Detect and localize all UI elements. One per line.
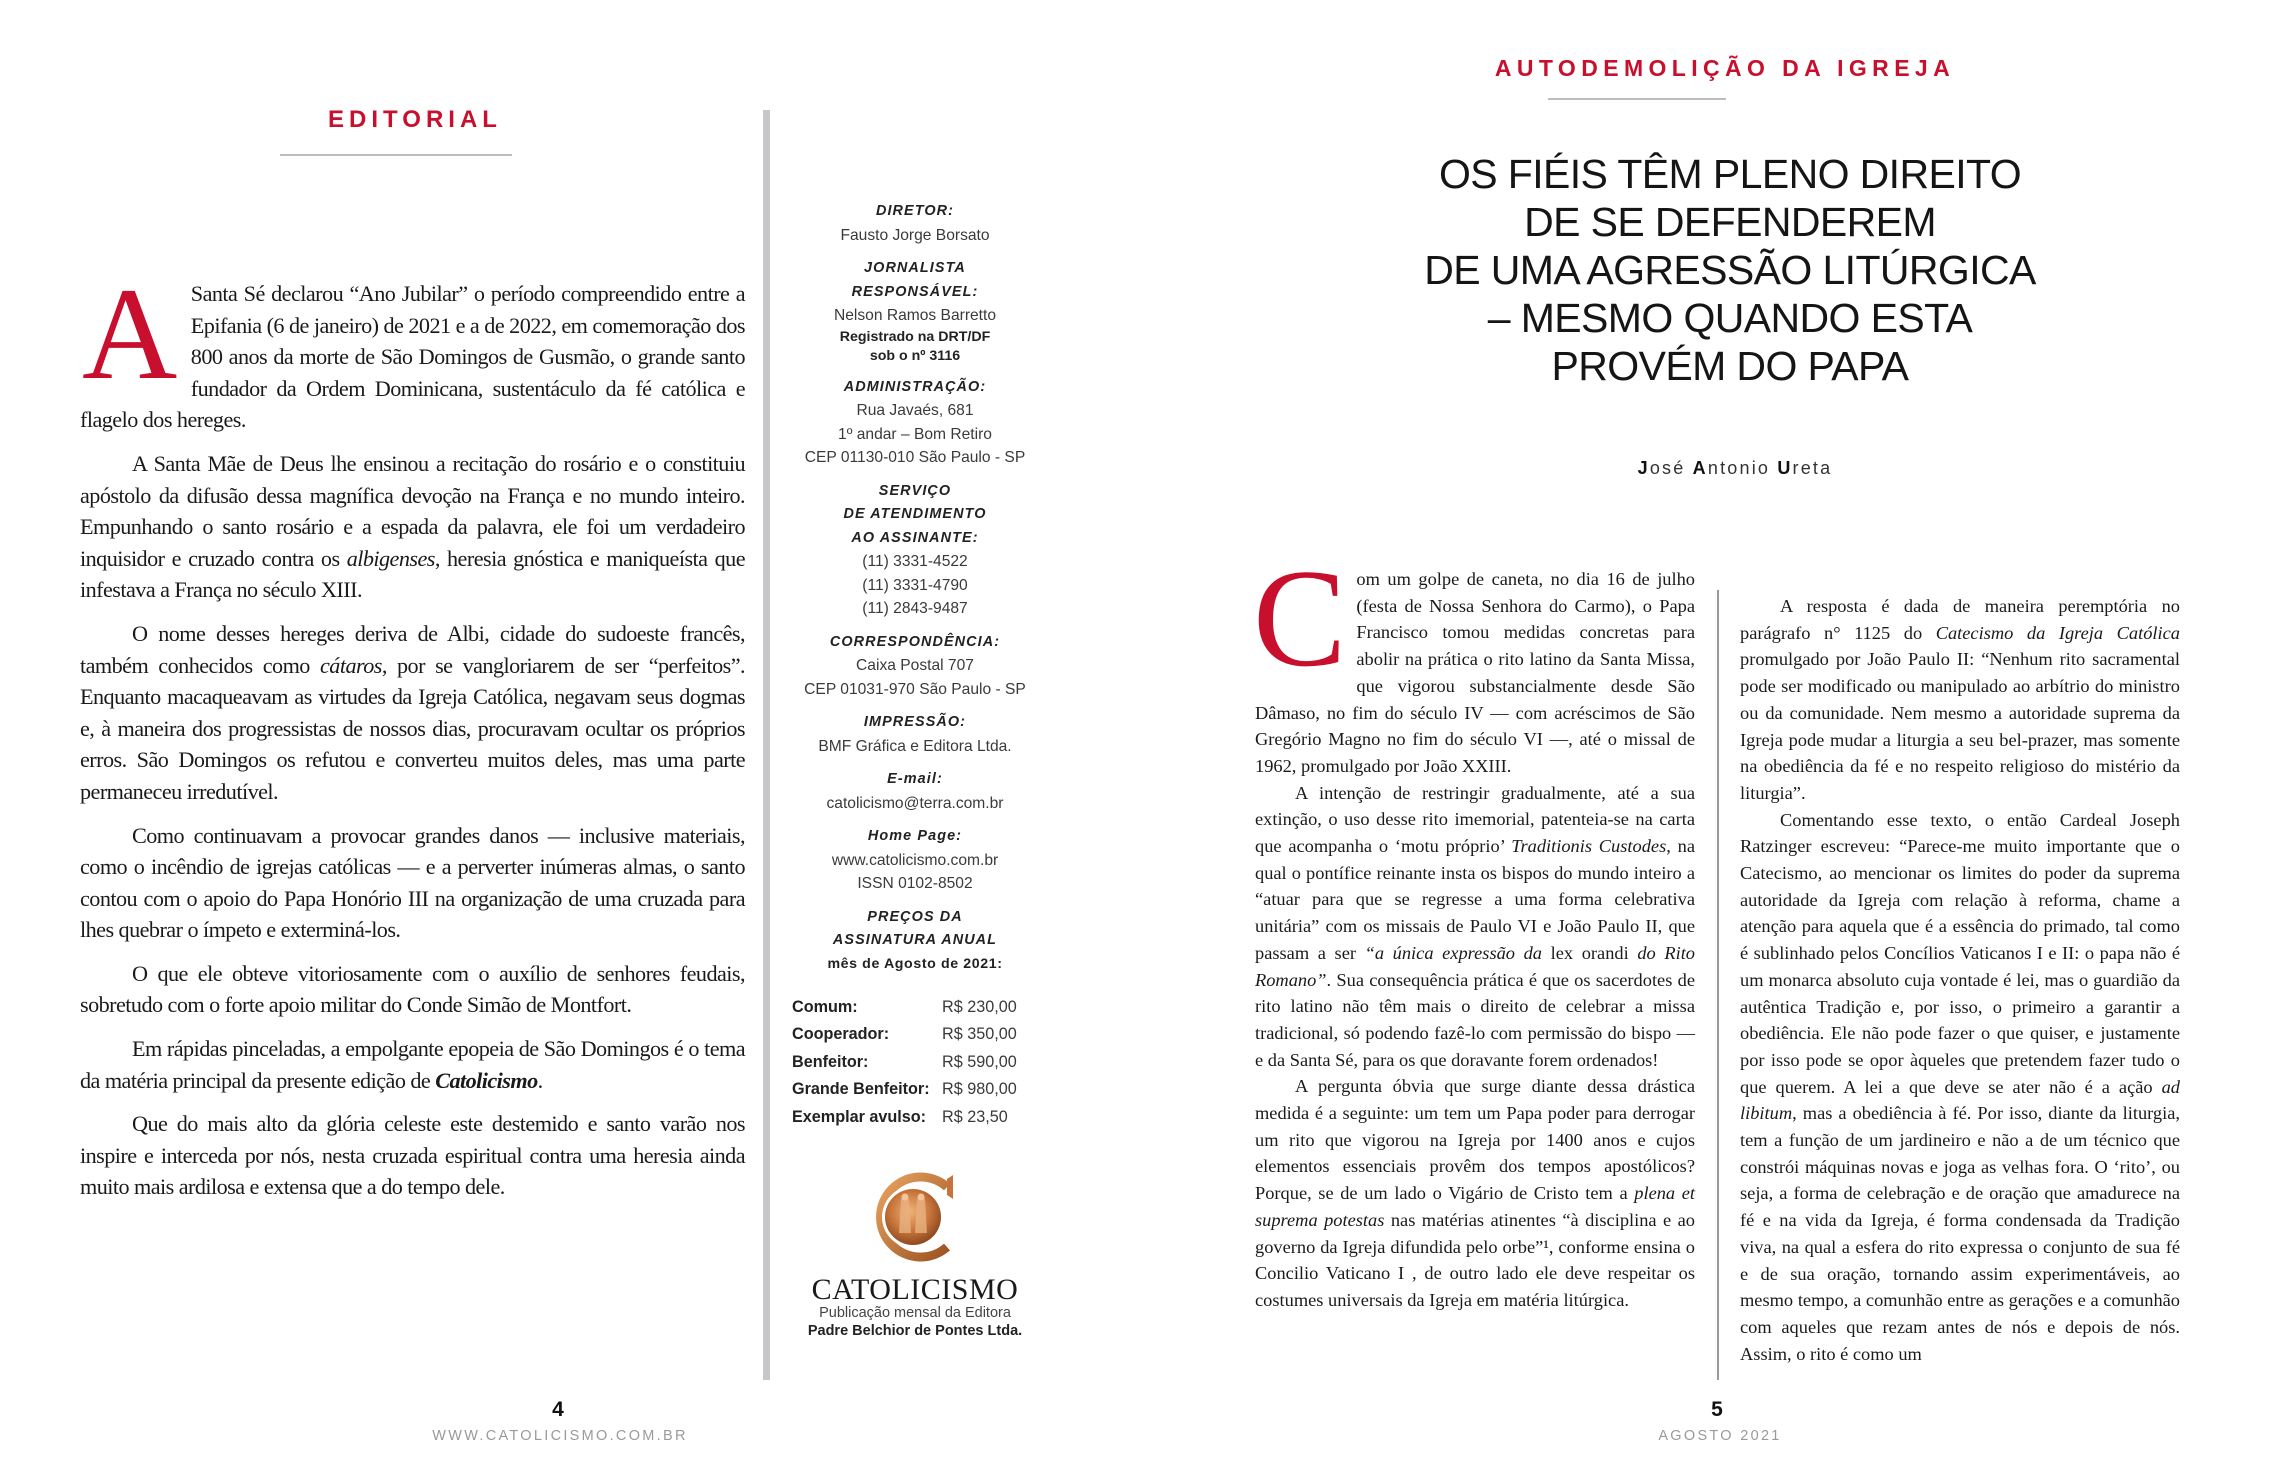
- section-kicker-autodemolicao: AUTODEMOLIÇÃO DA IGREJA: [1494, 55, 1956, 81]
- price-row: [792, 1021, 1030, 1049]
- text-run: om um golpe de caneta, no dia 16 de julho (festa de Nossa Senhora do Carmo), o Papa Francisco tomou medidas concretas para abolir na prática o rito latino da Santa Missa, que vigorou substancialmente desde São Dâmaso, no fim do século IV — com acréscimos de São Gregório Magno no fim do século VI —, até o missal de 1962, promulgado por João XXIII.: [1255, 569, 1695, 776]
- masthead-label-line: Home Page:: [867, 828, 963, 844]
- editorial-paragraph: [80, 618, 745, 808]
- author-initial: J: [1637, 458, 1650, 478]
- masthead-block: [790, 376, 1040, 470]
- text-run: lex orandi: [1542, 942, 1638, 963]
- article-paragraph: [1253, 541, 1695, 780]
- masthead-block: [790, 711, 1040, 758]
- masthead-label: [790, 906, 1040, 953]
- drop-cap: C: [1253, 541, 1347, 696]
- footer-issue-date: AGOSTO 2021: [1658, 1428, 1782, 1444]
- price-label: Cooperador:: [792, 1025, 890, 1043]
- text-run: , mas a obediência à fé. Por isso, diante da liturgia, tem a função de um jardineiro e não a de um técnico que constrói máquinas novas e joga as velhas fora. O ‘rito’, ou seja, a forma de celebração e de oração que amadurece na fé e na vida da Igreja, é forma condensada da Tradição viva, na qual a esfera do rito expressa o conjunto de sua fé e de sua oração, tornando assim experimentáveis, ao mesmo tempo, a comunhão entre as gerações e a comunhão com aqueles que rezam antes de nós e depois de nós. Assim, o rito é como um: [1740, 1103, 2180, 1364]
- price-value: R$ 350,00: [942, 1025, 1017, 1043]
- price-row: [792, 994, 1030, 1022]
- italic-text: cátaros: [319, 652, 382, 678]
- text-run: A intenção de restringir gradualmente, até a sua extinção, o uso desse rito imemorial, patenteia-se na carta que acompanha o ‘motu próprio’: [1255, 782, 1695, 857]
- author-initial: U: [1777, 458, 1793, 478]
- masthead-value: Nelson Ramos Barretto: [833, 307, 997, 324]
- masthead-value: Fausto Jorge Borsato: [840, 226, 990, 244]
- article-paragraph: [1255, 780, 1695, 1074]
- price-label: Comum:: [792, 997, 858, 1016]
- masthead-registration: Registrado na DRT/DF: [839, 328, 991, 345]
- italic-text: plena et suprema potestas: [1255, 1183, 1696, 1230]
- masthead-value: Rua Javaés, 681: [856, 402, 974, 419]
- publisher-name: Padre Belchior de Pontes Ltda.: [807, 1323, 1023, 1339]
- masthead-value: (11) 2843-9487: [862, 600, 968, 617]
- editorial-paragraph: [80, 958, 745, 1021]
- masthead-label: [790, 711, 1040, 735]
- masthead-label-line: CORRESPONDÊNCIA:: [829, 633, 1001, 650]
- masthead-label-line: E-mail:: [887, 771, 943, 787]
- masthead-value: (11) 3331-4790: [862, 576, 968, 594]
- masthead-block: [790, 825, 1040, 896]
- page-number-left: 4: [552, 1398, 564, 1421]
- masthead-value: Caixa Postal 707: [856, 657, 974, 674]
- masthead-price-period: mês de Agosto de 2021:: [827, 955, 1003, 972]
- editorial-body: [80, 260, 745, 1215]
- title-line: – MESMO QUANDO ESTA: [1487, 295, 1973, 341]
- gutter-divider: [763, 110, 770, 1380]
- italic-text: Traditionis Custodes: [1511, 836, 1667, 857]
- article-paragraph: [1740, 807, 2180, 1368]
- text-run: A Santa Mãe de Deus lhe ensinou a recitação do rosário e o constituiu apóstolo da difusão dessa magnífica devoção na França e no mundo inteiro. Empunhando o santo rosário e a espada da palavra, ele foi um verdadeiro inquisidor e cruzado contra os: [80, 450, 745, 571]
- italic-text: do Rito Romano”: [1255, 942, 1696, 990]
- masthead-value: BMF Gráfica e Editora Ltda.: [818, 737, 1012, 755]
- drop-cap: A: [82, 260, 177, 407]
- masthead-label-line: DE ATENDIMENTO: [843, 506, 987, 522]
- footer-website: WWW.CATOLICISMO.COM.BR: [432, 1428, 688, 1444]
- text-run: Que do mais alto da glória celeste este destemido e santo varão nos inspire e interceda por nós, nesta cruzada espiritual contra uma heresia ainda muito mais ardilosa e extensa que a do tempo dele.: [80, 1111, 745, 1200]
- text-run: Comentando esse texto, o então Cardeal Joseph Ratzinger escreveu: “Parece-me muito importante que o Catecismo, ao mencionar os limites do poder da suprema autoridade da Igreja com relação à reforma, chame a atenção para aquela que é a essência do primado, tal como é sublinhado pelos Concílios Vaticanos I e II: o papa não é um monarca absoluto cuja vontade é lei, mas o guardião da autêntica Tradição e, por isso, o primeiro a garantir a obediência. Ele não pode fazer o que quiser, e justamente por isso pode se opor àqueles que pretendem fazer tudo o que querem. A lei a que deve se ater não é a ação: [1740, 809, 2180, 1097]
- article-title: [1405, 150, 2055, 390]
- article-paragraph: [1255, 1073, 1695, 1313]
- text-run: A resposta é dada de maneira peremptória no parágrafo n° 1125 do: [1740, 596, 2180, 643]
- masthead-label: [790, 376, 1040, 400]
- author-initial: A: [1692, 458, 1708, 478]
- masthead-label-line: DIRETOR:: [875, 203, 955, 219]
- author-text: osé: [1649, 458, 1693, 478]
- editorial-paragraph: [80, 448, 745, 606]
- masthead-value: www.catolicismo.com.br: [831, 851, 999, 869]
- italic-text: albigenses: [346, 545, 435, 571]
- emphasis-text: Catolicismo: [435, 1067, 538, 1093]
- brand-name: CATOLICISMO: [811, 1273, 1019, 1306]
- article-column-2: [1740, 593, 2180, 1367]
- masthead-label-line: RESPONSÁVEL:: [851, 283, 979, 300]
- price-label: Benfeitor:: [792, 1052, 869, 1071]
- masthead-label: [790, 480, 1040, 551]
- title-line: OS FIÉIS TÊM PLENO DIREITO: [1438, 151, 2022, 197]
- text-run: promulgado por João Paulo II: “Nenhum rito sacramental pode ser modificado ou manipulado ao arbítrio do ministro ou da comunidade. Nem mesmo a autoridade suprema da Igreja pode mudar a liturgia a seu bel-prazer, mas somente na obediência da fé e no respeito religioso do mistério da liturgia”.: [1740, 649, 2180, 803]
- author-text: ntonio: [1707, 458, 1778, 478]
- editorial-paragraph: [80, 1033, 745, 1096]
- price-value: R$ 590,00: [942, 1052, 1017, 1071]
- masthead-value: 1º andar – Bom Retiro: [838, 425, 992, 443]
- text-run: A pergunta óbvia que surge diante dessa drástica medida é a seguinte: um tem um Papa poder para derrogar um rito que vigorou na Igreja por 1400 anos e cujos elementos essenciais provêm dos tempos apostólicos? Porque, se de um lado o Vigário de Cristo tem a: [1255, 1076, 1695, 1204]
- masthead-label-line: AO ASSINANTE:: [851, 529, 979, 546]
- masthead-label: [790, 825, 1040, 849]
- text-run: , na qual o pontífice reinante insta os bispos do mundo inteiro a “atuar para que se regresse a uma forma celebrativa unitária” com os missais de Paulo VI e João Paulo II, que passam a ser: [1255, 836, 1695, 963]
- masthead-value: ISSN 0102-8502: [857, 875, 973, 892]
- italic-text: “a única expressão da: [1364, 942, 1543, 963]
- text-run: .: [537, 1067, 543, 1093]
- price-row: [792, 1076, 1030, 1104]
- kicker-underline: [1548, 98, 1726, 100]
- text-run: O que ele obteve vitoriosamente com o auxílio de senhores feudais, sobretudo com o forte apoio militar do Conde Simão de Montfort.: [80, 960, 745, 1018]
- author-text: reta: [1792, 458, 1833, 478]
- italic-text: ad libitum: [1740, 1076, 2180, 1124]
- text-run: O nome desses hereges deriva de Albi, cidade do sudoeste francês, também conhecidos como: [80, 620, 745, 678]
- subscription-price-table: [792, 994, 1030, 1132]
- masthead-label: [790, 200, 1040, 224]
- text-run: . Sua consequência prática é que os sacerdotes de rito latino não têm mais o direito de celebrar a missa tradicional, só podendo fazê-lo com permissão do bispo — e da Santa Sé, para os que doravante forem ordenados!: [1255, 969, 1695, 1070]
- editorial-paragraph: [80, 1108, 745, 1203]
- page-number-right: 5: [1711, 1398, 1723, 1421]
- italic-text: Catecismo da Igreja Católica: [1935, 622, 2180, 643]
- masthead-label-line: ASSINATURA ANUAL: [832, 932, 998, 948]
- text-run: Santa Sé declarou “Ano Jubilar” o período compreendido entre a Epifania (6 de janeiro) de 2021 e a de 2022, em comemoração dos 800 anos da morte de São Domingos de Gusmão, o grande santo fundador da Ordem Dominicana, sustentáculo da fé católica e flagelo dos hereges.: [80, 281, 745, 433]
- editorial-paragraph: [80, 260, 745, 436]
- masthead-value: CEP 01130-010 São Paulo - SP: [804, 449, 1026, 466]
- text-run: Em rápidas pinceladas, a empolgante epopeia de São Domingos é o tema da matéria principal da presente edição de: [80, 1036, 745, 1093]
- article-paragraph: [1740, 593, 2180, 807]
- masthead-value: (11) 3331-4522: [862, 553, 968, 570]
- column-rule: [1717, 590, 1719, 1380]
- text-run: nas matérias atinentes “à disciplina e ao governo da Igreja difundida pelo orbe”¹, conforme ensina o Concilio Vaticano I , de outro lado ele deve respeitar os costumes universais da Igreja em matéria litúrgica.: [1255, 1209, 1695, 1310]
- masthead-block: [790, 768, 1040, 815]
- masthead-label-line: SERVIÇO: [878, 482, 952, 499]
- masthead-credits: [790, 200, 1040, 976]
- masthead-label: [790, 257, 1040, 304]
- masthead-label: [790, 768, 1040, 792]
- masthead-block: [790, 257, 1040, 366]
- masthead-label-line: JORNALISTA: [864, 260, 966, 276]
- masthead-block: [790, 906, 1040, 976]
- text-run: Como continuavam a provocar grandes danos — inclusive materiais, como o incêndio de igrejas católicas — e a perverter inúmeras almas, o santo contou com o apoio do Papa Honório III na organização de uma cruzada para lhes quebrar o ímpeto e exterminá-los.: [80, 822, 745, 943]
- masthead-block: [790, 480, 1040, 621]
- catolicismo-medallion-logo: [867, 1169, 963, 1265]
- masthead-block: [790, 200, 1040, 247]
- masthead-block: [790, 631, 1040, 702]
- price-value: R$ 230,00: [942, 997, 1017, 1016]
- title-line: DE SE DEFENDEREM: [1524, 199, 1936, 245]
- price-label: Grande Benfeitor:: [792, 1080, 930, 1098]
- masthead: [790, 190, 1040, 1339]
- title-line: DE UMA AGRESSÃO LITÚRGICA: [1424, 247, 2036, 293]
- title-line: PROVÉM DO PAPA: [1551, 343, 1909, 389]
- article-author: [1500, 458, 1970, 479]
- editorial-paragraph: [80, 820, 745, 946]
- price-value: R$ 23,50: [942, 1107, 1008, 1126]
- masthead-label: [790, 631, 1040, 655]
- masthead-label-line: IMPRESSÃO:: [863, 714, 967, 730]
- masthead-value: catolicismo@terra.com.br: [826, 794, 1004, 812]
- article-column-1: [1253, 541, 1696, 1314]
- price-value: R$ 980,00: [942, 1080, 1017, 1098]
- price-label: Exemplar avulso:: [792, 1107, 927, 1126]
- publisher-line: Publicação mensal da Editora: [819, 1305, 1011, 1321]
- text-run: , heresia gnóstica e maniqueísta que infestava a França no século XIII.: [80, 545, 745, 603]
- masthead-value: CEP 01031-970 São Paulo - SP: [804, 680, 1026, 698]
- masthead-label-line: ADMINISTRAÇÃO:: [843, 378, 987, 395]
- kicker-underline: [280, 154, 512, 156]
- price-row: [792, 1104, 1030, 1132]
- masthead-registration: sob o nº 3116: [869, 347, 961, 364]
- price-row: [792, 1049, 1030, 1077]
- masthead-label-line: PREÇOS DA: [867, 908, 963, 925]
- section-kicker-editorial: EDITORIAL: [328, 106, 502, 133]
- text-run: , por se vangloriarem de ser “perfeitos”. Enquanto macaqueavam as virtudes da Igreja Católica, negavam seus dogmas e, à maneira dos progressistas de nossos dias, procuravam ocultar os próprios erros. São Domingos os refutou e converteu muitos deles, mas uma parte permaneceu irredutível.: [80, 652, 745, 804]
